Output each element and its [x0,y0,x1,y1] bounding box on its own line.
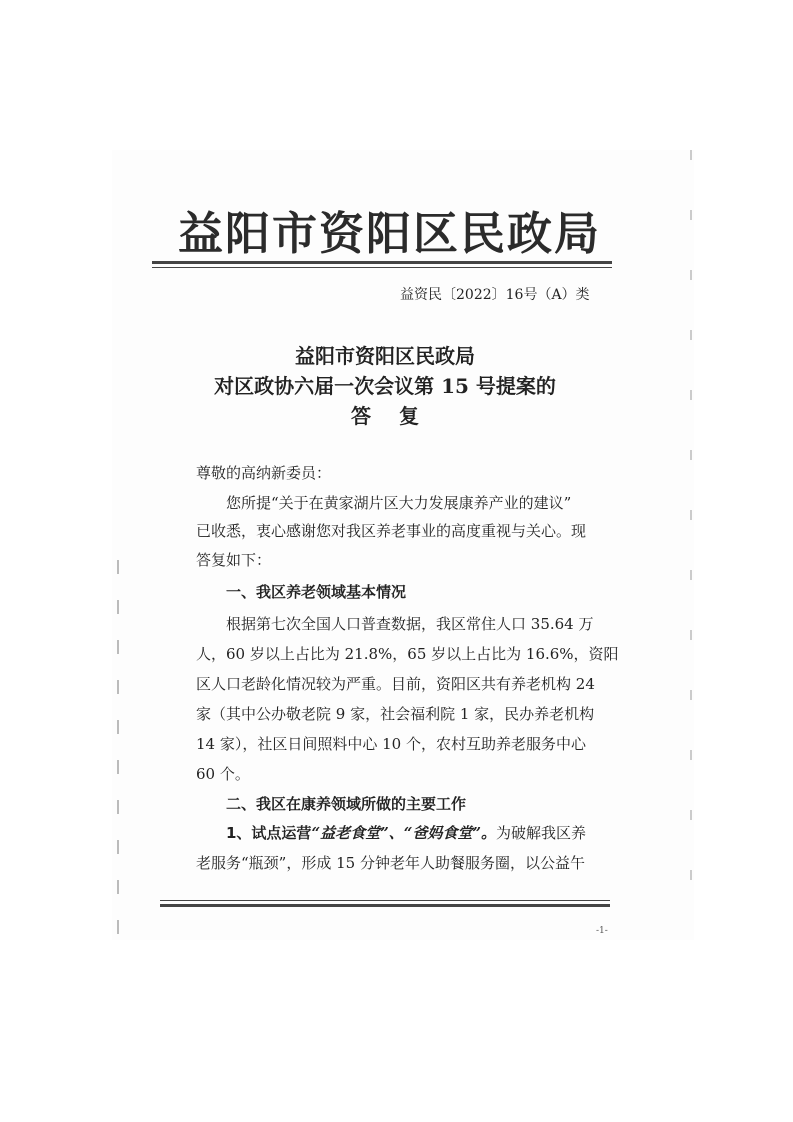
paragraph-2-line-2: 人，60 岁以上占比为 21.8%，65 岁以上占比为 16.6%，资阳 [196,645,619,663]
paragraph-1-line-2: 已收悉，衷心感谢您对我区养老事业的高度重视与关心。现 [196,522,587,540]
footer-rule-thick [160,904,610,907]
item-1-lead: 1、试点运营 [226,824,312,842]
item-1-rest: 为破解我区养 [495,824,586,842]
paragraph-2-line-3: 区人口老龄化情况较为严重。目前，资阳区共有养老机构 24 [196,675,595,693]
section-heading-2: 二、我区在康养领域所做的主要工作 [226,795,467,813]
paragraph-3-line-1 [226,822,586,843]
letterhead-title: 益阳市资阳区民政局 [178,207,602,260]
paragraph-1-line-1: 您所提“关于在黄家湖片区大力发展康养产业的建议” [226,494,572,512]
paragraph-2-line-5: 14 家），社区日间照料中心 10 个，农村互助养老服务中心 [196,735,586,753]
document-number: 益资民〔2022〕16号（A）类 [400,287,590,303]
scan-edge-right [690,150,692,920]
paragraph-1-line-3: 答复如下： [196,551,272,569]
section-heading-1: 一、我区养老领域基本情况 [226,583,407,601]
item-1-emphasis: “益老食堂”、“爸妈食堂”。 [311,824,496,842]
scan-edge-left [117,560,119,940]
document-title-line-2: 对区政协六届一次会议第 15 号提案的 [214,374,556,398]
letterhead-rule-thick [152,261,612,264]
letterhead-rule-thin [152,267,612,268]
paragraph-2-line-6: 60 个。 [196,765,250,783]
paragraph-3-line-2: 老服务“瓶颈”，形成 15 分钟老年人助餐服务圈，以公益午 [196,854,585,872]
page-number: -1- [596,926,608,936]
document-title-line-1: 益阳市资阳区民政局 [295,344,475,368]
document-title-line-3: 答复 [351,404,447,428]
paragraph-2-line-1: 根据第七次全国人口普查数据，我区常住人口 35.64 万 [226,615,594,633]
footer-rule-thin [160,900,610,901]
salutation: 尊敬的高纳新委员： [196,464,332,482]
paragraph-2-line-4: 家（其中公办敬老院 9 家，社会福利院 1 家，民办养老机构 [196,705,595,723]
